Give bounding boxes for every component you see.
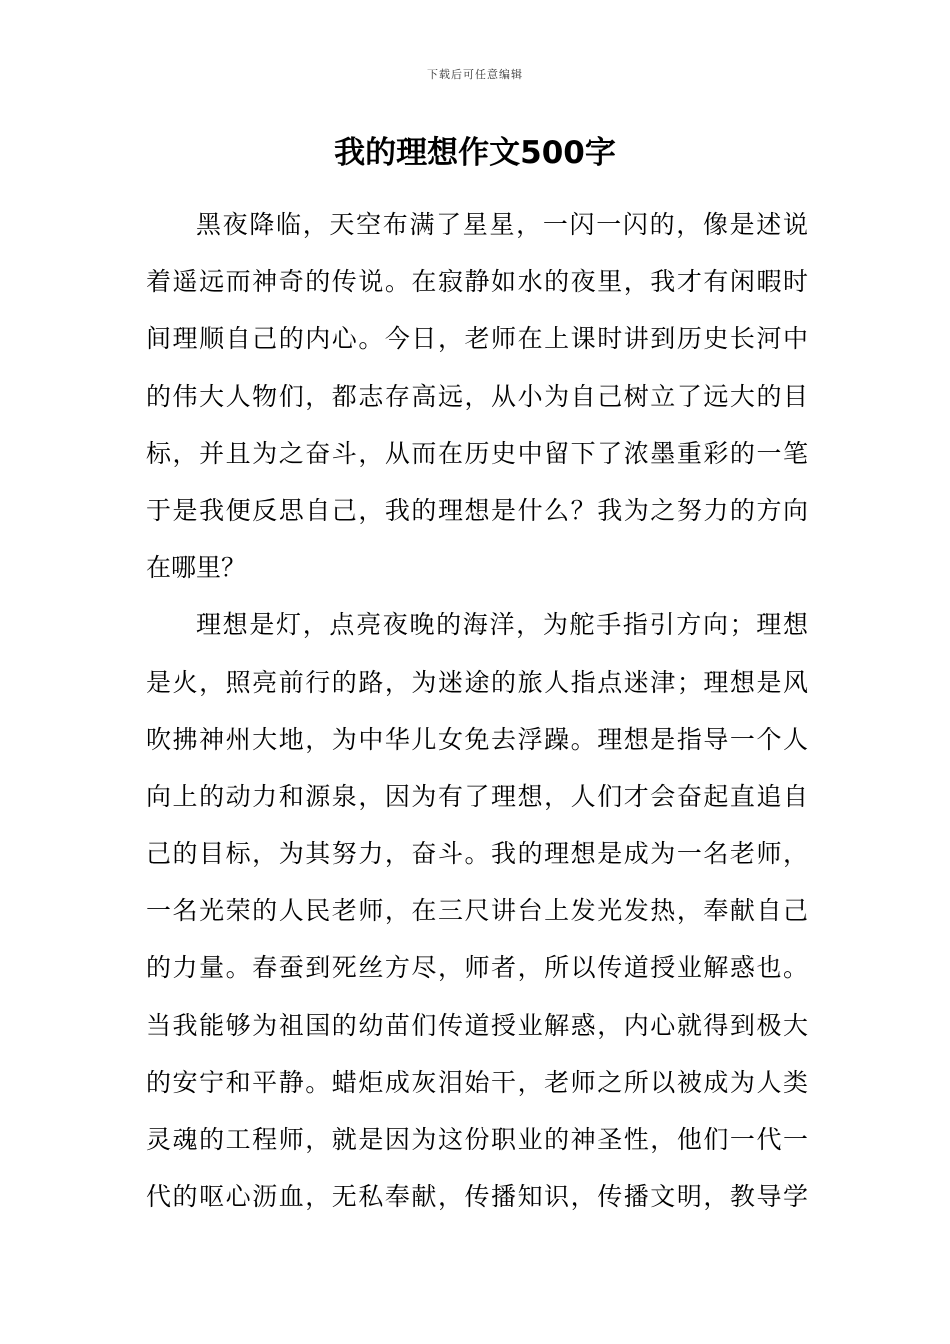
document-title: 我的理想作文500字 xyxy=(334,135,616,171)
text-line: 间理顺自己的内心。今日，老师在上课时讲到历史长河中 xyxy=(146,324,808,354)
text-line: 一名光荣的人民老师，在三尺讲台上发光发热，奉献自己 xyxy=(146,896,808,926)
essay-body xyxy=(146,196,808,1225)
text-line: 灵魂的工程师，就是因为这份职业的神圣性，他们一代一 xyxy=(146,1125,808,1154)
header-note: 下载后可任意编辑 xyxy=(427,68,523,81)
text-line: 标，并且为之奋斗，从而在历史中留下了浓墨重彩的一笔 xyxy=(146,438,808,468)
text-line: 己的目标，为其努力，奋斗。我的理想是成为一名老师， xyxy=(146,839,808,869)
text-line: 的力量。春蚕到死丝方尽，师者，所以传道授业解惑也。 xyxy=(146,953,808,983)
text-line: 代的呕心沥血，无私奉献，传播知识，传播文明，教导学 xyxy=(146,1182,808,1212)
text-line: 黑夜降临，天空布满了星星，一闪一闪的，像是述说 xyxy=(196,210,808,239)
text-line: 向上的动力和源泉，因为有了理想，人们才会奋起直追自 xyxy=(146,781,808,811)
text-line: 于是我便反思自己，我的理想是什么？我为之努力的方向 xyxy=(146,495,808,525)
text-line: 在哪里？ xyxy=(146,553,247,583)
text-line: 的安宁和平静。蜡炬成灰泪始干，老师之所以被成为人类 xyxy=(146,1067,808,1097)
text-line: 是火，照亮前行的路，为迷途的旅人指点迷津；理想是风 xyxy=(146,667,808,697)
text-line: 当我能够为祖国的幼苗们传道授业解惑，内心就得到极大 xyxy=(146,1010,808,1040)
text-line: 着遥远而神奇的传说。在寂静如水的夜里，我才有闲暇时 xyxy=(146,267,808,297)
text-line: 的伟大人物们，都志存高远，从小为自己树立了远大的目 xyxy=(146,381,808,411)
text-line: 吹拂神州大地，为中华儿女免去浮躁。理想是指导一个人 xyxy=(146,724,808,754)
text-line: 理想是灯，点亮夜晚的海洋，为舵手指引方向；理想 xyxy=(196,610,808,640)
